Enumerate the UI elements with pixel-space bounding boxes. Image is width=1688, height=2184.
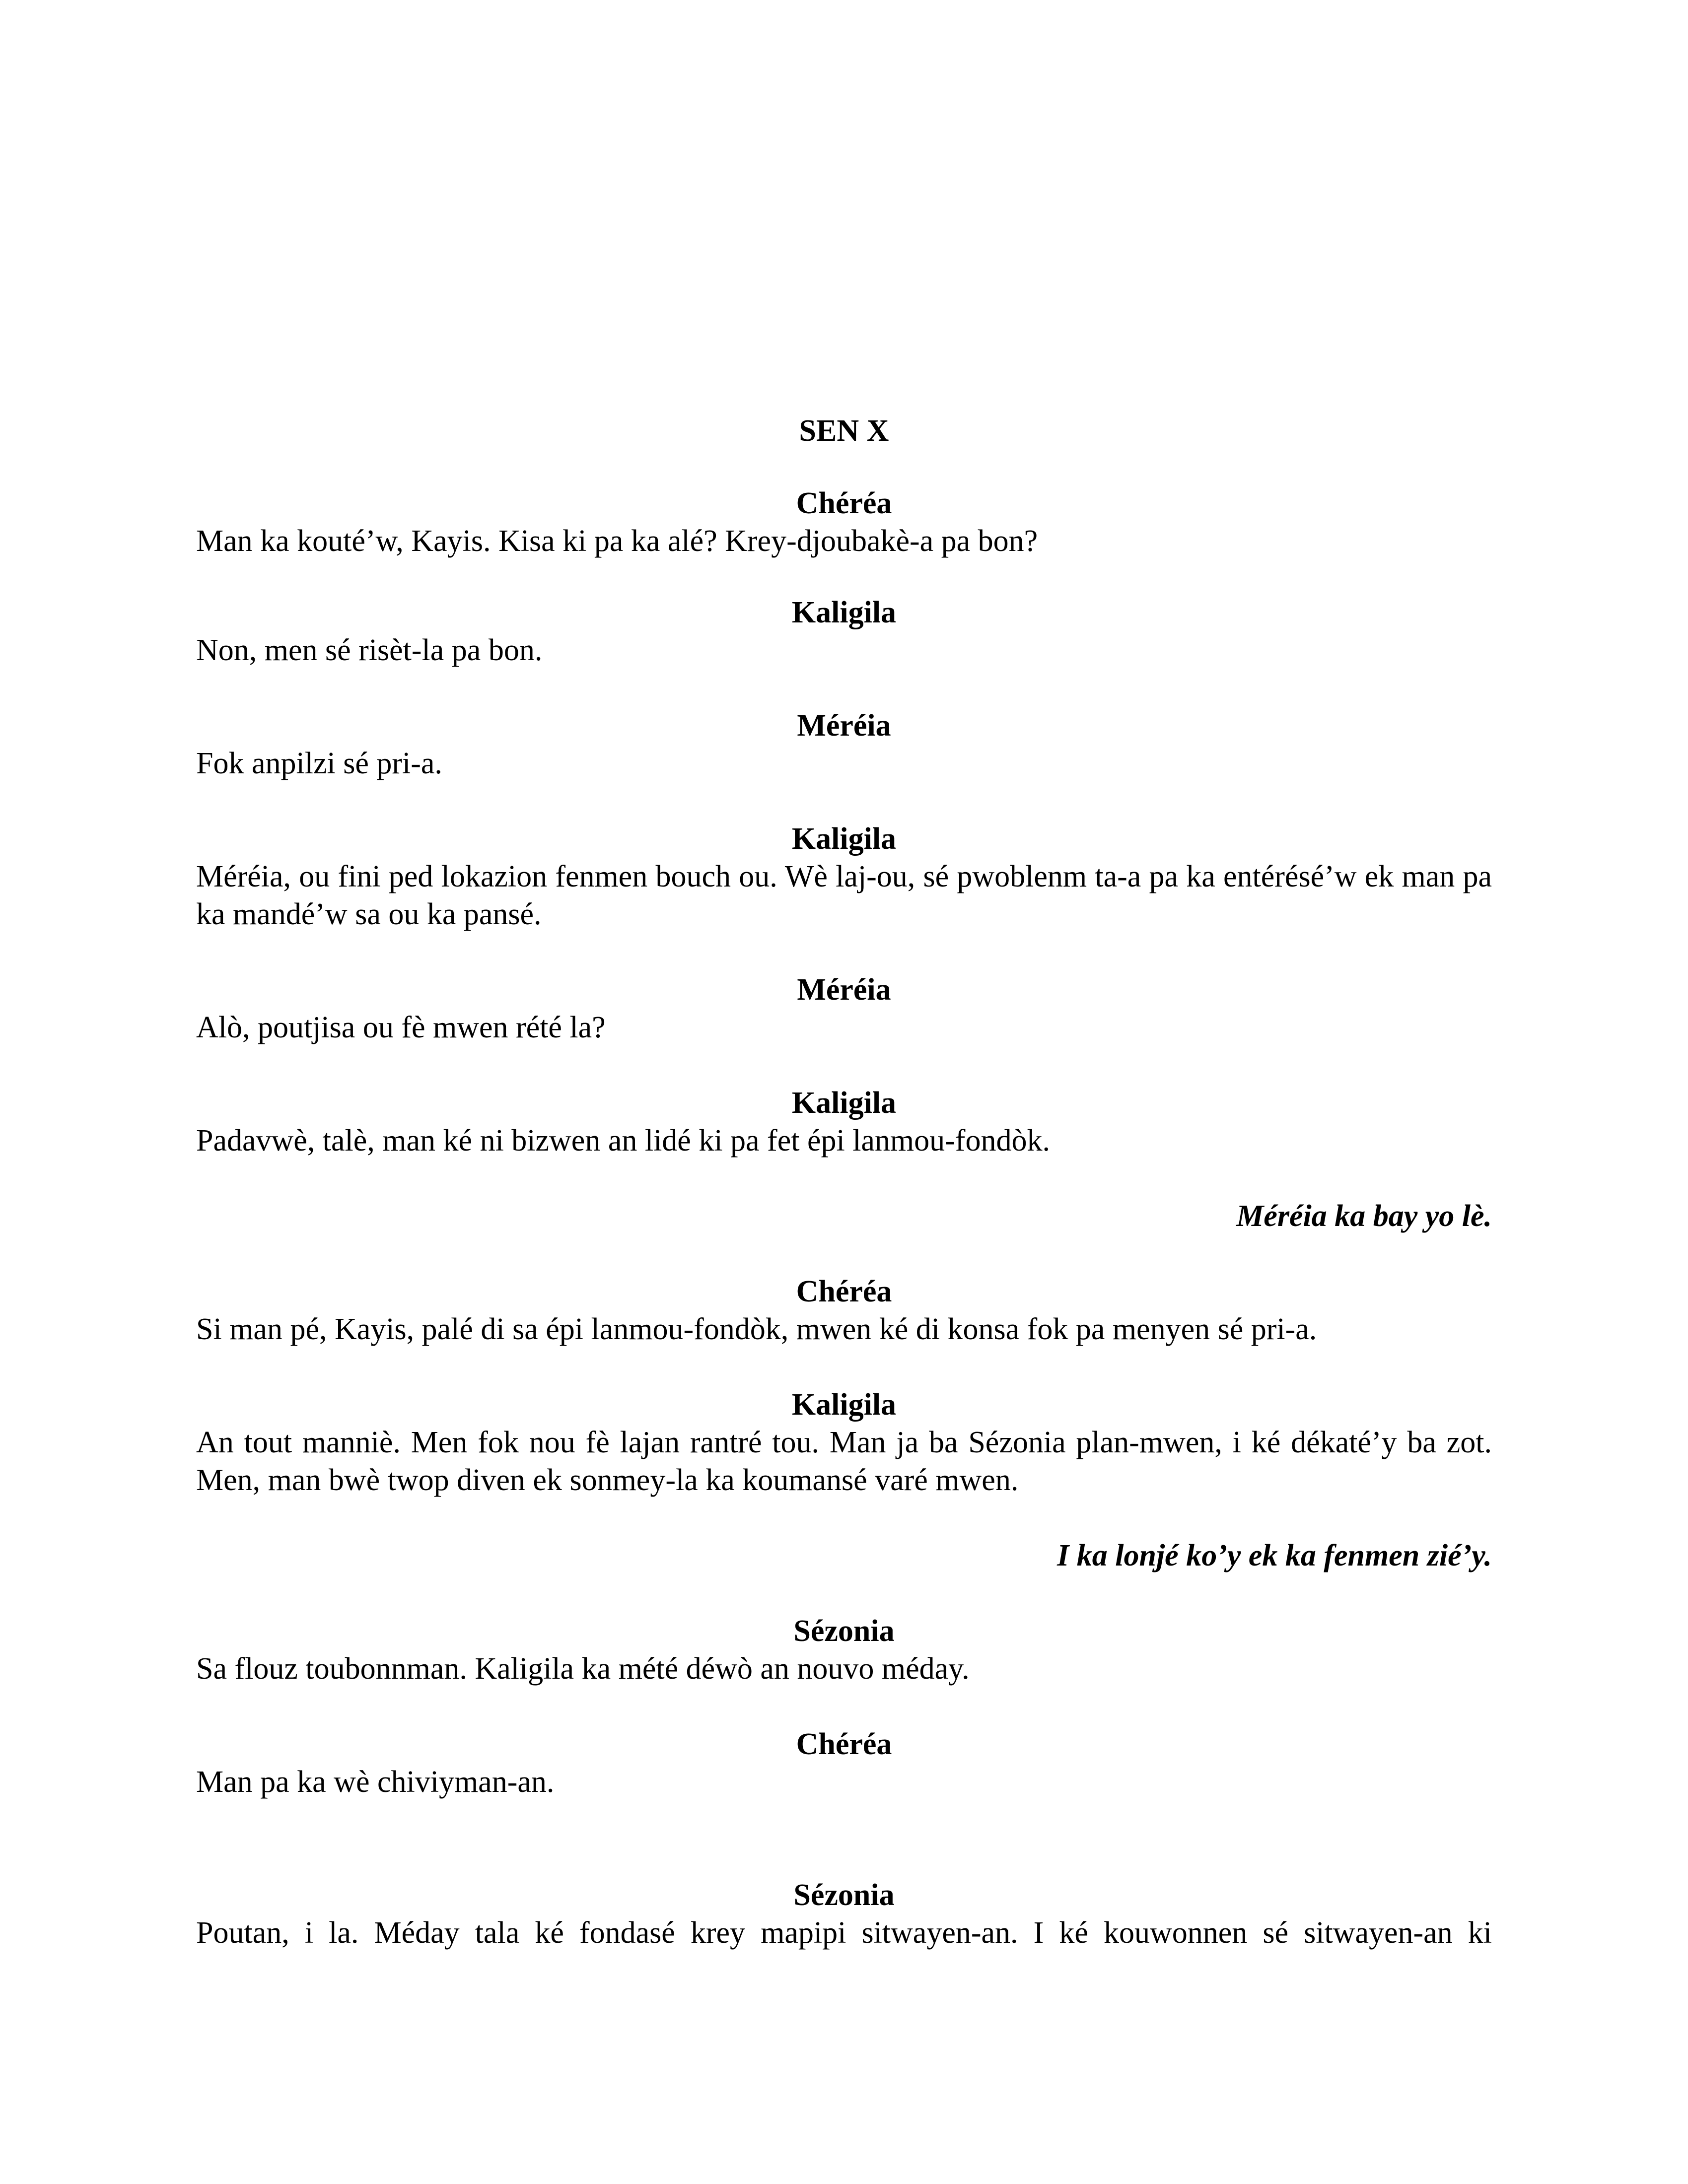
dialogue-block	[196, 1725, 1492, 1801]
dialogue-block	[196, 1612, 1492, 1688]
dialogue-block	[196, 1273, 1492, 1348]
dialogue-block	[196, 707, 1492, 782]
stage-direction: I ka lonjé ko’y ek ka fenmen zié’y.	[1057, 1539, 1492, 1572]
stage-direction-block	[196, 1537, 1492, 1574]
dialogue-block	[196, 594, 1492, 669]
dialogue-block	[196, 971, 1492, 1046]
speaker-name: Kaligila	[791, 596, 897, 629]
stage-direction-block	[196, 1197, 1492, 1235]
dialogue-block	[196, 1084, 1492, 1160]
dialogue-line: Méréia, ou fini ped lokazion fenmen bouch ou. Wè laj-ou, sé pwoblenm ta-a pa ka entérésé’w ek man pa ka mandé’w sa ou ka pansé.	[196, 860, 1492, 931]
dialogue-block	[196, 820, 1492, 933]
speaker-name: Kaligila	[791, 1388, 897, 1422]
speaker-name: Kaligila	[791, 1086, 897, 1120]
dialogue-line: Si man pé, Kayis, palé di sa épi lanmou-fondòk, mwen ké di konsa fok pa menyen sé pri-a.	[196, 1312, 1317, 1346]
speaker-name: Sézonia	[793, 1878, 895, 1912]
speaker-name: Méréia	[797, 973, 891, 1007]
dialogue-block	[196, 1386, 1492, 1499]
dialogue-line: Man pa ka wè chiviyman-an.	[196, 1765, 555, 1799]
scene-title: SEN X	[799, 414, 889, 448]
speaker-name: Méréia	[797, 709, 891, 743]
dialogue-block	[196, 484, 1492, 560]
stage-direction: Méréia ka bay yo lè.	[1236, 1199, 1492, 1233]
dialogue-line: Sa flouz toubonnman. Kaligila ka mété déwò an nouvo méday.	[196, 1652, 970, 1686]
dialogue-line: Man ka kouté’w, Kayis. Kisa ki pa ka alé? Krey-djoubakè-a pa bon?	[196, 524, 1038, 558]
dialogue-line: Fok anpilzi sé pri-a.	[196, 747, 442, 780]
dialogue-line: Padavwè, talè, man ké ni bizwen an lidé ki pa fet épi lanmou-fondòk.	[196, 1124, 1050, 1158]
speaker-name: Chéréa	[796, 486, 892, 520]
speaker-name: Kaligila	[791, 822, 897, 856]
dialogue-line: Poutan, i la. Méday tala ké fondasé krey mapipi sitwayen-an. I ké kouwonnen sé sitwayen-an ki	[196, 1916, 1492, 1950]
dialogue-block	[196, 1876, 1492, 1952]
dialogue-line: Alò, poutjisa ou fè mwen rété la?	[196, 1011, 606, 1044]
dialogue-line: An tout manniè. Men fok nou fè lajan rantré tou. Man ja ba Sézonia plan-mwen, i ké dékaté’y ba zot. Men, man bwè twop diven ek sonmey-la ka koumansé varé mwen.	[196, 1426, 1492, 1497]
script-page	[196, 412, 1492, 1989]
speaker-name: Chéréa	[796, 1275, 892, 1308]
dialogue-line: Non, men sé risèt-la pa bon.	[196, 633, 543, 667]
speaker-name: Chéréa	[796, 1727, 892, 1761]
speaker-name: Sézonia	[793, 1614, 895, 1648]
